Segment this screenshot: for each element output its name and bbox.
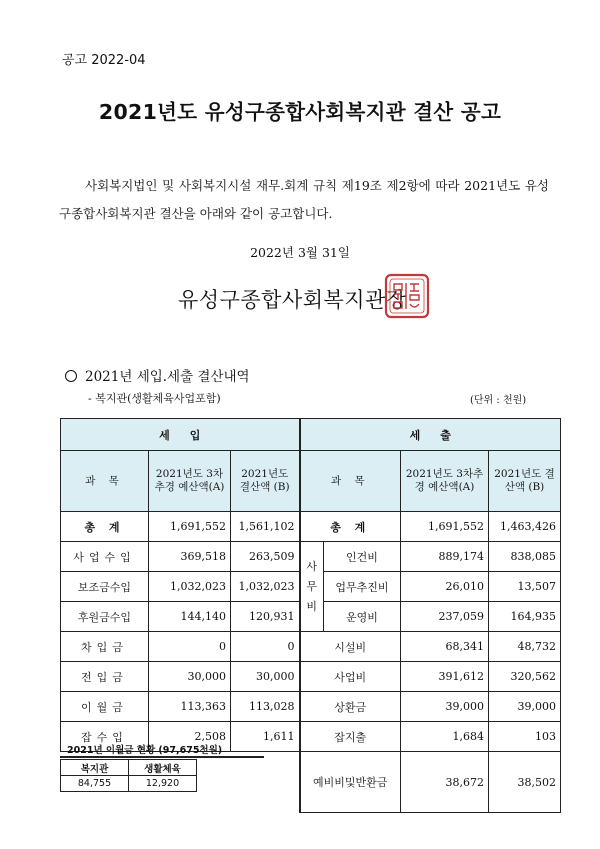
income-budget-value: 0 [149,632,231,662]
income-item-header: 과 목 [61,451,149,512]
expense-budget-value: 39,000 [401,692,489,722]
organization-name: 유성구종합사회복지관장 [178,288,407,312]
income-item-label: 보조금수입 [61,572,149,602]
expense-item-label: 잡지출 [300,722,401,752]
carryover-value: 12,920 [129,776,197,792]
total-row [61,512,561,542]
income-settled-value: 30,000 [231,662,300,692]
expense-settled-value: 13,507 [489,572,561,602]
expense-item-header: 과 목 [300,451,401,512]
income-budget-value: 1,032,023 [149,572,231,602]
expense-item-label: 업무추진비 [324,572,401,602]
expense-settled-value: 320,562 [489,662,561,692]
income-settled-header: 2021년도 결산액 (B) [231,451,300,512]
income-settled-value: 0 [231,632,300,662]
expense-settled-value: 164,935 [489,602,561,632]
expense-settled-value: 838,085 [489,542,561,572]
expense-item-label: 운영비 [324,602,401,632]
admin-group-char: 사 [306,559,318,573]
table-row [61,692,561,722]
expense-settled-value: 103 [489,722,561,752]
expense-budget-value: 38,672 [401,752,489,813]
carryover-table [60,759,197,792]
table-row [61,662,561,692]
notice-body: 사회복지법인 및 사회복지시설 재무.회계 규칙 제19조 제2항에 따라 2021년도 유성구종합사회복지관 결산을 아래와 같이 공고합니다. [59,178,549,221]
subsection-label: - 복지관(생활체육사업포함) [88,392,221,405]
income-item-label: 차입금 [61,632,149,662]
table-subheader-row [61,451,561,512]
income-budget-value: 113,363 [149,692,231,722]
carryover-header: 생활체육 [129,760,197,776]
expense-settled-value: 39,000 [489,692,561,722]
income-item-label: 이월금 [61,692,149,722]
income-header: 세입 [61,419,300,451]
income-item-label: 전입금 [61,662,149,692]
income-settled-value: 263,509 [231,542,300,572]
admin-group-char: 무 [306,579,318,593]
unit-label: (단위 : 천원) [470,395,527,406]
admin-expense-group-label [300,542,324,632]
income-item-label: 후원금수입 [61,602,149,632]
income-budget-value: 369,518 [149,542,231,572]
expense-budget-value: 68,341 [401,632,489,662]
income-budget-value: 30,000 [149,662,231,692]
income-total-budget: 1,691,552 [149,512,231,542]
circle-bullet-icon [65,370,77,382]
carryover-title: 2021년 이월금 현황 (97,675천원) [67,745,223,756]
table-row [61,632,561,662]
income-settled-value: 120,931 [231,602,300,632]
expense-budget-value: 237,059 [401,602,489,632]
expense-settled-value: 38,502 [489,752,561,813]
expense-item-label: 시설비 [300,632,401,662]
income-budget-value: 2,508 [149,722,231,752]
table-row [61,542,561,572]
expense-budget-value: 391,612 [401,662,489,692]
expense-item-label: 인건비 [324,542,401,572]
expense-total-budget: 1,691,552 [401,512,489,542]
notice-date: 2022년 3월 31일 [250,245,350,260]
income-settled-value: 1,032,023 [231,572,300,602]
income-settled-value: 113,028 [231,692,300,722]
expense-budget-value: 26,010 [401,572,489,602]
income-item-label: 잡수입 [61,722,149,752]
expense-budget-header: 2021년도 3차추경 예산액(A) [401,451,489,512]
table-header-row [61,419,561,451]
document-title: 2021년도 유성구종합사회복지관 결산 공고 [98,100,502,124]
carryover-header-row [61,760,197,776]
expense-item-label: 사업비 [300,662,401,692]
carryover-header: 복지관 [61,760,129,776]
carryover-value: 84,755 [61,776,129,792]
official-seal-stamp [384,273,430,319]
expense-item-label: 상환금 [300,692,401,722]
expense-header: 세출 [300,419,561,451]
admin-group-char: 비 [306,599,318,613]
expense-settled-header: 2021년도 결산액 (B) [489,451,561,512]
income-budget-value: 144,140 [149,602,231,632]
expense-budget-value: 889,174 [401,542,489,572]
expense-total-settled: 1,463,426 [489,512,561,542]
expense-settled-value: 48,732 [489,632,561,662]
income-budget-header: 2021년도 3차추경 예산액(A) [149,451,231,512]
expense-item-label: 예비비및반환금 [300,752,401,813]
section-title [65,365,250,385]
income-item-label: 사업수입 [61,542,149,572]
expense-total-label: 총 계 [300,512,401,542]
notice-number: 공고 2022-04 [62,53,146,68]
income-total-label: 총 계 [61,512,149,542]
carryover-value-row [61,776,197,792]
section-title-text: 2021년 세입.세출 결산내역 [85,369,250,385]
carryover-divider [60,756,264,758]
income-total-settled: 1,561,102 [231,512,300,542]
expense-budget-value: 1,684 [401,722,489,752]
income-settled-value: 1,611 [231,722,300,752]
